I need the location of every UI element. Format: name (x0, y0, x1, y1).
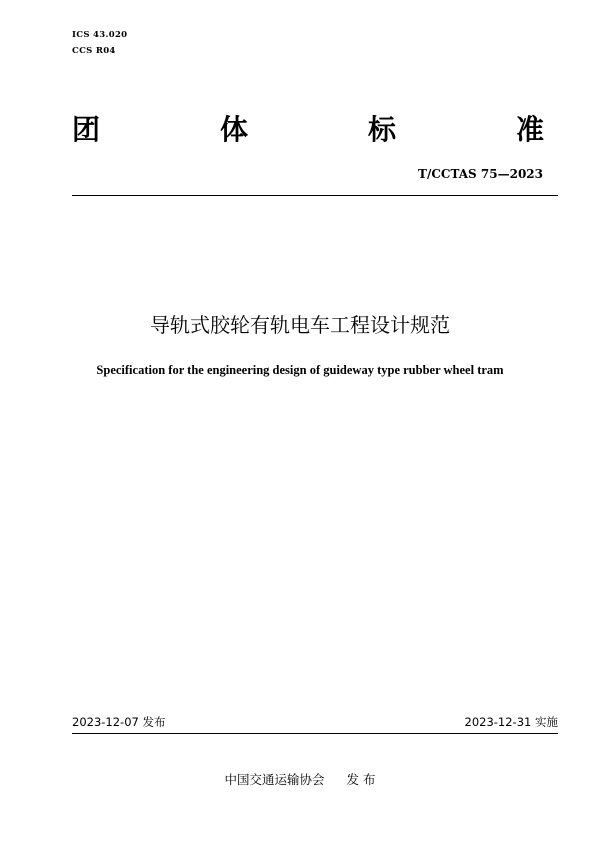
ics-code: ICS 43.020 (72, 30, 128, 40)
top-divider (72, 195, 558, 196)
standard-type-char: 准 (515, 113, 544, 146)
ccs-code: CCS R04 (72, 46, 116, 56)
standard-type-char: 标 (367, 113, 396, 146)
bottom-divider (72, 733, 558, 734)
publisher-name: 中国交通运输协会 (224, 772, 325, 787)
effective-date: 2023-12-31 实施 (464, 715, 558, 729)
title-chinese: 导轨式胶轮有轨电车工程设计规范 (150, 313, 450, 337)
publish-label: 发 布 (346, 772, 376, 787)
title-english: Specification for the engineering design of guideway type rubber wheel tram (96, 363, 504, 377)
issue-date: 2023-12-07 发布 (72, 715, 166, 729)
publisher-line (0, 772, 600, 788)
standard-type-heading (72, 112, 544, 148)
standard-number: T/CCTAS 75—2023 (418, 167, 543, 181)
standard-type-char: 团 (72, 113, 101, 146)
standard-type-char: 体 (219, 113, 248, 146)
